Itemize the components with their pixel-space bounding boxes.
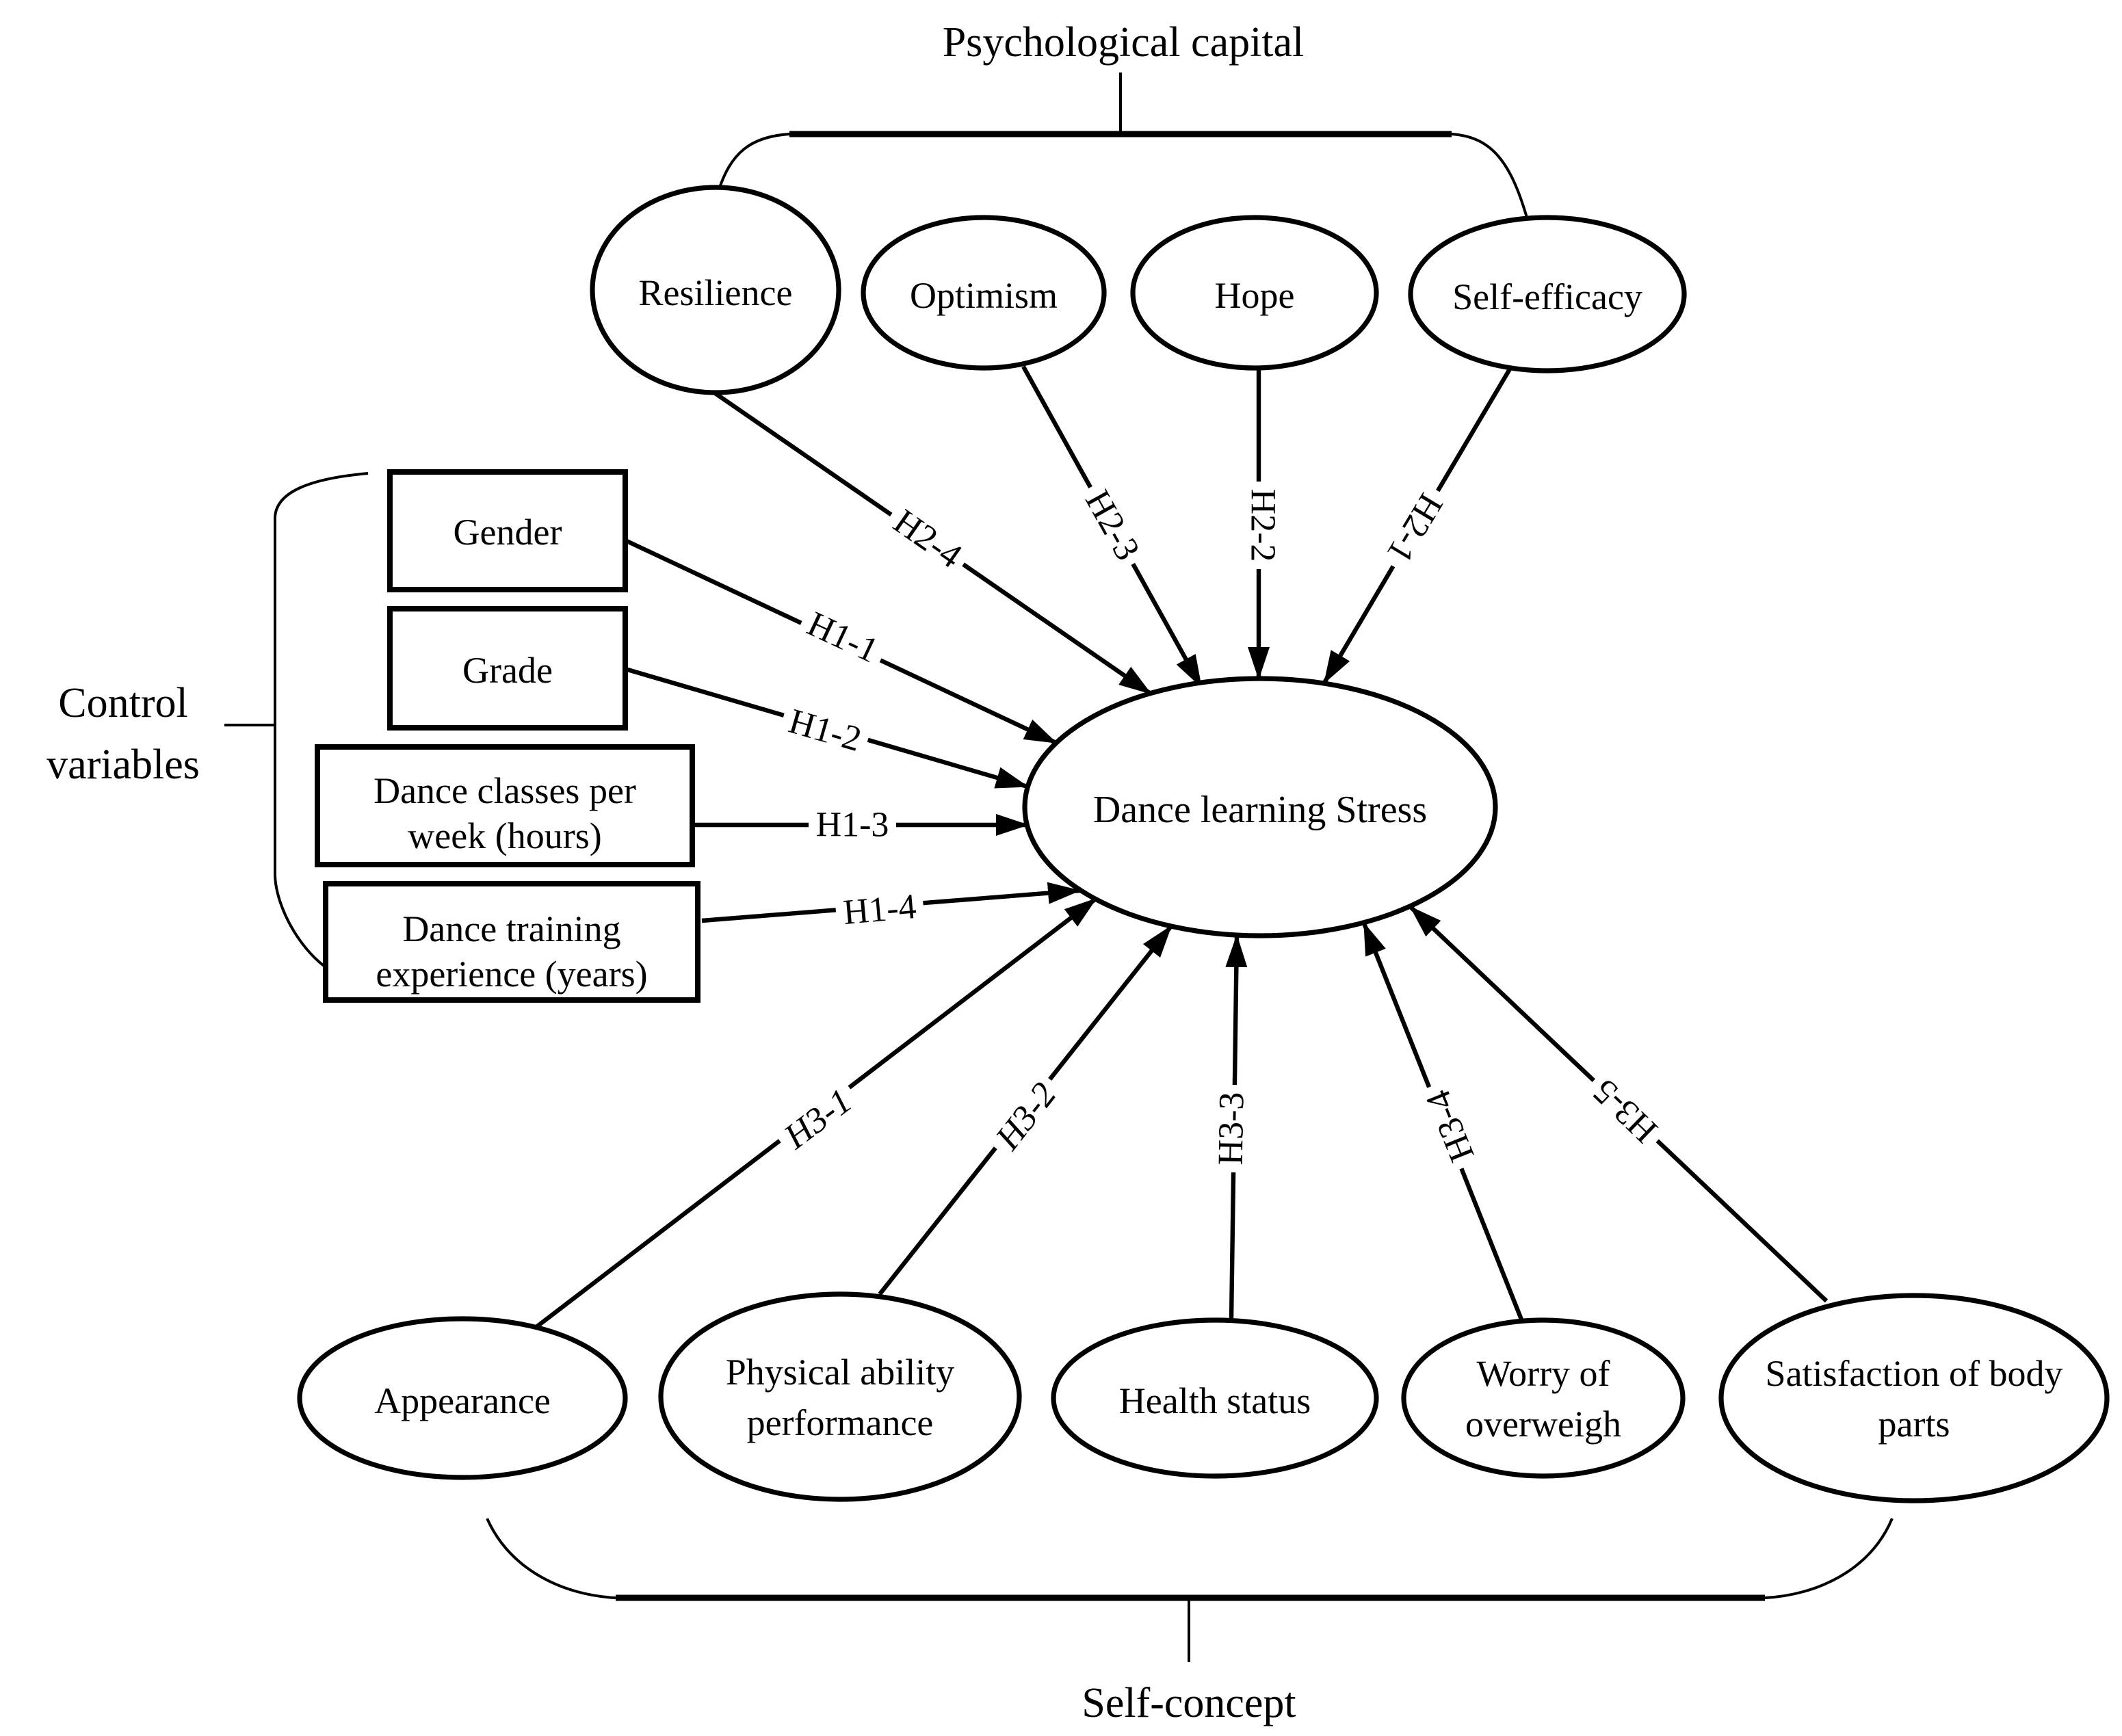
h2-1-label-group: [1376, 480, 1454, 575]
optimism-label: Optimism: [909, 275, 1058, 316]
satisfaction-body-label-line1: Satisfaction of body: [1765, 1353, 2063, 1394]
self-concept-node-physical-ability: [661, 1294, 1019, 1499]
h2-4-label-group: [880, 498, 975, 580]
dance-learning-stress-label: Dance learning Stress: [1092, 789, 1428, 831]
h1-1-edge: [625, 540, 1056, 743]
h3-4-label: H3-4: [1418, 1084, 1482, 1168]
self-concept-brace-right-hook: [1765, 1518, 1892, 1598]
self-concept-node-satisfaction-body: [1721, 1296, 2107, 1501]
psych-node-optimism: [863, 218, 1104, 368]
psych-node-resilience: [592, 187, 839, 393]
h3-2-edge: [880, 926, 1171, 1294]
h3-5-label: H3-5: [1585, 1071, 1666, 1150]
self-efficacy-label: Self-efficacy: [1452, 276, 1642, 317]
h3-3-label-group: [1211, 1085, 1251, 1173]
control-variables-label-line2: variables: [47, 741, 200, 788]
worry-overweigh-label-line2: overweigh: [1465, 1404, 1621, 1445]
health-status-label: Health status: [1118, 1380, 1311, 1421]
worry-overweigh-ellipse: [1404, 1320, 1683, 1476]
h2-4-edge: [714, 393, 1151, 694]
dance-training-label-line1: Dance training: [402, 908, 621, 949]
h3-3-edge: [1211, 936, 1251, 1320]
control-node-gender: [390, 472, 625, 590]
h2-3-label: H2-3: [1077, 484, 1147, 567]
self-concept-node-worry-overweigh: [1404, 1320, 1683, 1476]
h3-4-edge: [1364, 923, 1523, 1323]
dance-classes-label-line2: week (hours): [408, 815, 602, 856]
psych-node-hope: [1133, 218, 1376, 368]
h1-3-edge: [694, 806, 1027, 845]
h1-2-label: H1-2: [784, 701, 866, 760]
h1-4-edge: [702, 886, 1079, 933]
psych-brace-right-hook: [1452, 134, 1527, 218]
h2-2-label: H2-2: [1243, 488, 1283, 562]
h1-3-label: H1-3: [815, 805, 889, 845]
self-concept-node-health-status: [1053, 1320, 1376, 1476]
physical-ability-label-line2: performance: [746, 1402, 934, 1443]
grade-label: Grade: [462, 650, 553, 691]
hope-label: Hope: [1214, 275, 1295, 316]
h1-4-label: H1-4: [841, 886, 918, 933]
h2-4-label: H2-4: [886, 502, 969, 576]
h1-2-label-group: [778, 700, 873, 761]
self-concept-brace: [487, 1518, 1892, 1662]
h2-2-label-group: [1244, 482, 1283, 569]
dance-classes-label-line1: Dance classes per: [374, 770, 636, 811]
h3-3-label: H3-3: [1211, 1092, 1252, 1166]
control-node-grade: [390, 609, 625, 728]
h3-2-label: H3-2: [988, 1075, 1064, 1157]
physical-ability-label-line1: Physical ability: [725, 1352, 955, 1393]
satisfaction-body-label-line2: parts: [1878, 1404, 1950, 1445]
h1-4-label-group: [835, 886, 925, 933]
dance-training-label-line2: experience (years): [376, 954, 648, 995]
h3-1-label-group: [772, 1077, 865, 1161]
h3-5-edge: [1411, 907, 1826, 1301]
psych-brace-left-hook: [718, 134, 789, 192]
h2-1-label: H2-1: [1379, 486, 1450, 570]
self-concept-label: Self-concept: [1082, 1680, 1296, 1726]
resilience-label: Resilience: [638, 272, 793, 313]
h2-3-edge: [1023, 367, 1201, 687]
satisfaction-body-ellipse: [1721, 1296, 2107, 1501]
self-concept-brace-left-hook: [487, 1518, 616, 1598]
h3-4-label-group: [1416, 1078, 1485, 1174]
psychological-capital-label: Psychological capital: [942, 19, 1305, 66]
central-node-dance-learning-stress: [1025, 679, 1495, 936]
control-node-dance-classes: [317, 747, 692, 865]
h2-3-label-group: [1074, 477, 1151, 573]
gender-label: Gender: [453, 512, 562, 553]
h2-1-edge: [1324, 368, 1510, 683]
appearance-label: Appearance: [374, 1380, 551, 1421]
physical-ability-ellipse: [661, 1294, 1019, 1499]
worry-overweigh-label-line1: Worry of: [1476, 1353, 1610, 1394]
control-node-dance-training: [326, 884, 698, 1000]
psychological-capital-brace: [718, 73, 1527, 218]
self-concept-node-appearance: [300, 1319, 625, 1477]
h1-3-label-group: [809, 806, 896, 845]
h3-1-label: H3-1: [777, 1081, 859, 1157]
control-variables-label-line1: Control: [58, 680, 188, 726]
psych-node-self-efficacy: [1411, 218, 1684, 371]
control-brace-top-hook: [275, 473, 368, 517]
h1-1-label: H1-1: [801, 604, 885, 671]
h1-1-label-group: [795, 601, 891, 674]
h2-2-edge: [1244, 368, 1283, 679]
